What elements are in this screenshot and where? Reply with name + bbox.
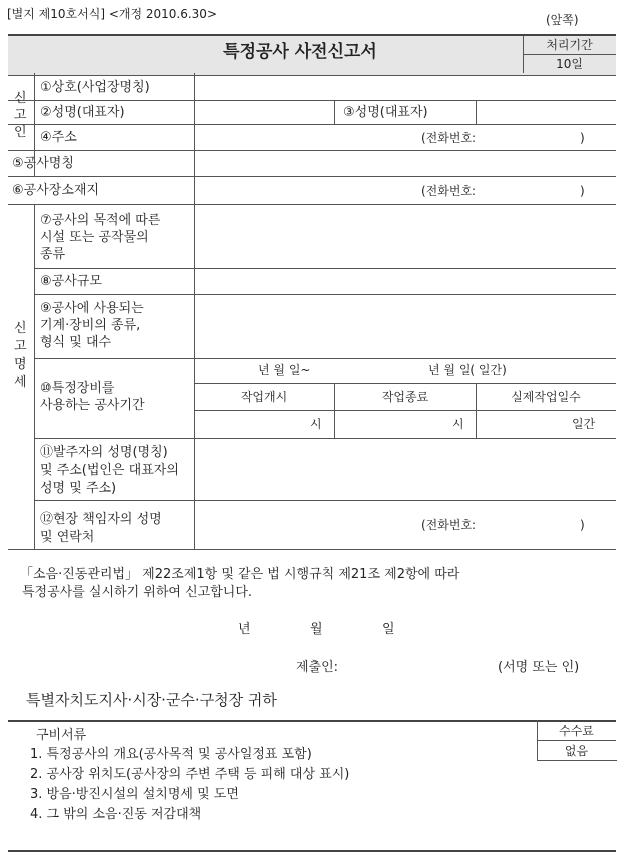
purpose-label-line1: ⑦공사의 목적에 따른: [40, 213, 161, 228]
work-start-unit: 시: [310, 417, 322, 431]
recipient: 특별자치도지사·시장·군수·구청장 귀하: [26, 691, 277, 709]
form-title: 특정공사 사전신고서: [223, 42, 377, 62]
period-label-line1: ⑩특정장비를: [40, 381, 115, 396]
reporter-section-label-2: 고: [14, 108, 27, 123]
reporter-section-label-1: 신: [14, 91, 27, 106]
processing-period-value: 10일: [556, 57, 583, 71]
period-from: 년 월 일~: [258, 363, 311, 377]
client-field[interactable]: [196, 440, 614, 499]
business-name-label: ①상호(사업장명칭): [40, 80, 150, 95]
purpose-field[interactable]: [196, 206, 614, 267]
page-side-label: (앞쪽): [546, 13, 579, 27]
period-label-line2: 사용하는 공사기간: [40, 398, 145, 413]
address-label: ④주소: [40, 130, 77, 145]
detail-section-label-3: 명: [14, 357, 27, 372]
work-end-unit: 시: [452, 417, 464, 431]
reporter-section-label-3: 인: [14, 125, 27, 140]
work-name-label: ⑤공사명칭: [12, 156, 74, 171]
representative-name-field-2[interactable]: [478, 102, 614, 123]
site-manager-field[interactable]: [196, 502, 614, 548]
representative-name-label-2: ③성명(대표자): [343, 105, 428, 120]
client-label-line1: ⑪발주자의 성명(명칭): [40, 445, 168, 460]
actual-work-days-unit: 일간: [572, 417, 596, 431]
submitter-name-field[interactable]: [344, 656, 494, 678]
equipment-field[interactable]: [196, 296, 614, 357]
date-month: 월: [310, 622, 323, 637]
processing-period-label: 처리기간: [546, 38, 593, 52]
equipment-label-line1: ⑨공사에 사용되는: [40, 301, 144, 316]
work-start-header: 작업개시: [240, 390, 288, 404]
required-documents-title: 구비서류: [36, 728, 87, 743]
purpose-label-line2: 시설 또는 공작물의: [40, 230, 149, 245]
equipment-label-line3: 형식 및 대수: [40, 335, 112, 350]
date-day: 일: [382, 622, 395, 637]
required-document-2: 2. 공사장 위치도(공사장의 주변 주택 등 피해 대상 표시): [30, 767, 350, 782]
required-document-3: 3. 방음·방진시설의 설치명세 및 도면: [30, 787, 239, 802]
site-manager-label-line1: ⑫현장 책임자의 성명: [40, 512, 162, 527]
submitter-label: 제출인:: [296, 660, 339, 675]
site-manager-phone-label: (전화번호:: [421, 518, 477, 532]
client-label-line3: 성명 및 주소): [40, 481, 117, 496]
site-manager-label-line2: 및 연락처: [40, 530, 95, 545]
representative-name-label: ②성명(대표자): [40, 105, 125, 120]
fee-value: 없음: [564, 744, 589, 758]
detail-section-label-2: 고: [14, 339, 27, 354]
period-to: 년 월 일( 일간): [428, 363, 507, 377]
required-document-1: 1. 특정공사의 개요(공사목적 및 공사일정표 포함): [30, 747, 312, 762]
client-label-line2: 및 주소(법인은 대표자의: [40, 463, 179, 478]
form-reference: [별지 제10호서식] <개정 2010.6.30>: [7, 7, 217, 21]
detail-section-label-1: 신: [14, 321, 27, 336]
signature-label: (서명 또는 인): [498, 660, 580, 675]
work-location-label: ⑥공사장소재지: [12, 183, 100, 198]
work-end-header: 작업종료: [381, 390, 429, 404]
address-field[interactable]: [196, 126, 614, 149]
fee-label: 수수료: [559, 724, 594, 738]
work-location-phone-label: (전화번호:: [421, 184, 477, 198]
purpose-label-line3: 종류: [40, 247, 66, 262]
work-name-field[interactable]: [196, 152, 614, 175]
actual-work-days-header: 실제작업일수: [511, 390, 581, 404]
declaration-line2: 특정공사를 실시하기 위하여 신고합니다.: [22, 585, 253, 600]
declaration-line1: 「소음·진동관리법」 제22조제1항 및 같은 법 시행규칙 제21조 제2항에 따라: [20, 567, 460, 582]
work-location-field[interactable]: [196, 178, 614, 203]
date-year: 년: [238, 622, 251, 637]
required-document-4: 4. 그 밖의 소음·진동 저감대책: [30, 807, 202, 822]
address-phone-close: ): [580, 131, 585, 145]
business-name-field[interactable]: [196, 75, 614, 99]
equipment-label-line2: 기계·장비의 종류,: [40, 318, 141, 333]
scale-field[interactable]: [196, 270, 614, 293]
site-manager-phone-close: ): [580, 518, 585, 532]
representative-name-field[interactable]: [196, 102, 332, 123]
address-phone-label: (전화번호:: [421, 131, 477, 145]
scale-label: ⑧공사규모: [40, 274, 102, 289]
detail-section-label-4: 세: [14, 375, 27, 390]
work-location-phone-close: ): [580, 184, 585, 198]
